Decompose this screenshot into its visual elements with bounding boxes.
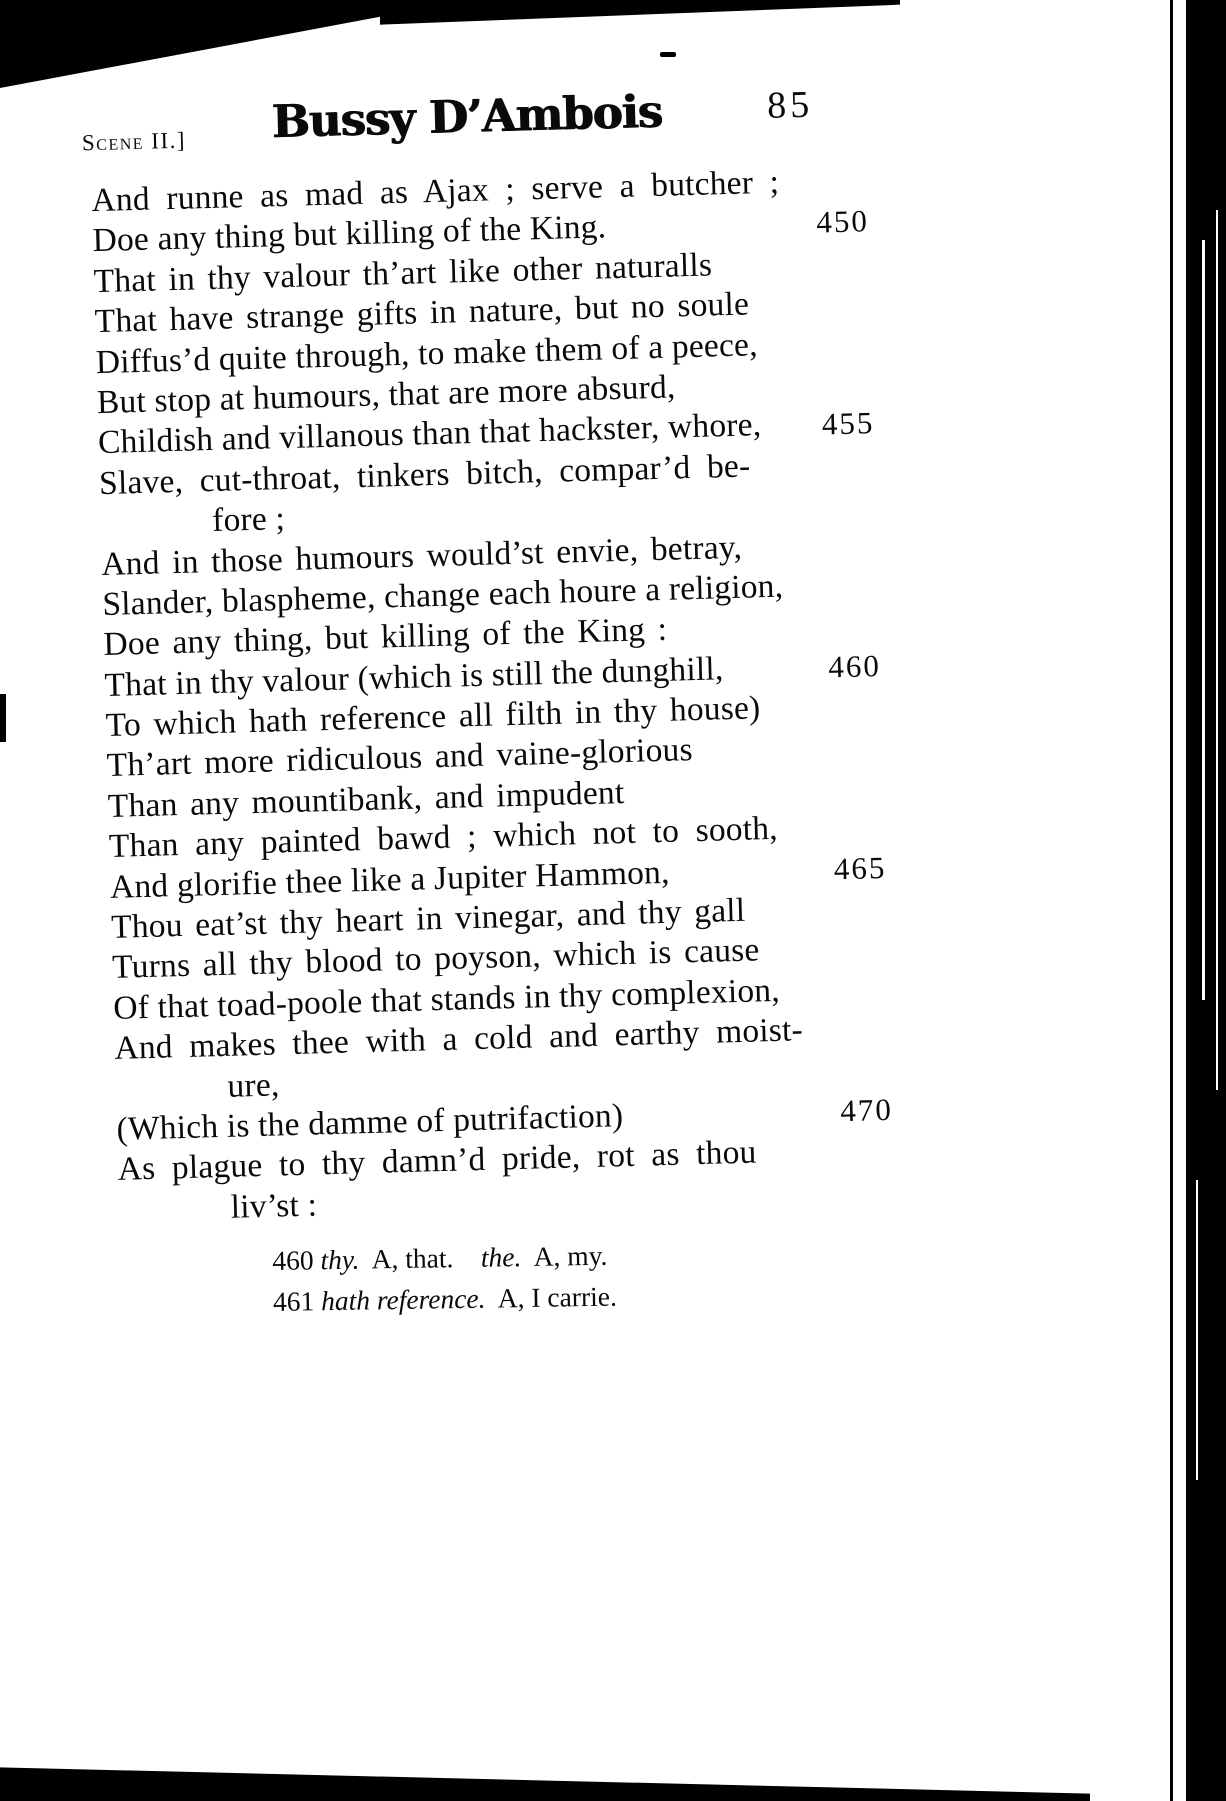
verse-line-text: liv’st :: [230, 1186, 318, 1226]
footnote-lemma: the.: [480, 1241, 522, 1273]
verse-line-text: To which hath reference all filth in thy house): [105, 689, 761, 745]
verse-line-text: Thou eat’st thy heart in vinegar, and thy gall: [110, 891, 746, 946]
verse-line-text: Childish and villanous than that hackster, whore,: [97, 406, 762, 462]
verse-line-text: Slave, cut-throat, tinkers bitch, compar’d be-: [98, 447, 751, 502]
verse-line-text: That in thy valour th’art like other naturalls: [93, 246, 713, 300]
scene-label: Scene II.]: [81, 127, 187, 156]
verse-block: [91, 159, 939, 1231]
line-number: 460: [827, 647, 882, 685]
verse-line-text: That have strange gifts in nature, but no soule: [94, 285, 750, 341]
verse-line-text: And in those humours would’st envie, betray,: [100, 528, 743, 583]
verse-line-text: And makes thee with a cold and earthy moist-: [113, 1011, 804, 1068]
footnotes-block: [272, 1229, 973, 1322]
line-number: 455: [821, 405, 875, 442]
verse-line-text: That in thy valour (which is still the dunghill,: [104, 649, 724, 704]
line-number: 470: [839, 1091, 894, 1129]
verse-line-text: Slander, blaspheme, change each houre a religion,: [101, 567, 784, 623]
page-number: 85: [766, 83, 814, 127]
verse-line-text: But stop at humours, that are more absurd,: [96, 368, 676, 422]
verse-line-text: Turns all thy blood to poyson, which is cause: [111, 931, 760, 987]
verse-line-text: Diffus’d quite through, to make them of a peece,: [95, 325, 759, 381]
line-number: 465: [833, 849, 887, 886]
verse-line-text: ure,: [226, 1066, 280, 1105]
verse-line-text: Of that toad-poole that stands in thy complexion,: [112, 971, 781, 1027]
verse-line-text: Doe any thing but killing of the King.: [92, 208, 607, 260]
verse-line-text: As plague to thy damn’d pride, rot as thou: [117, 1133, 757, 1189]
footnote-text: A, my.: [521, 1239, 608, 1273]
verse-line-text: (Which is the damme of putrifaction): [116, 1097, 624, 1148]
verse-line-text: Than any painted bawd ; which not to sooth,: [108, 810, 779, 866]
footnote-lemma: hath reference.: [320, 1282, 486, 1317]
verse-line-text: Doe any thing, but killing of the King :: [103, 611, 668, 664]
footnote-text: A, that.: [359, 1241, 482, 1275]
scan-edge-bottom: [0, 1760, 1090, 1801]
verse-line-text: And glorifie thee like a Jupiter Hammon,: [109, 853, 671, 906]
footnote-text: 461: [272, 1285, 322, 1317]
footnote-lemma: thy.: [320, 1243, 360, 1276]
verse-line-text: Than any mountibank, and impudent: [107, 773, 625, 825]
verse-line-text: fore ;: [211, 500, 286, 540]
footnote-text: A, I carrie.: [485, 1280, 618, 1314]
line-number: 450: [815, 203, 870, 240]
verse-line-text: Th’art more ridiculous and vaine-glorious: [106, 731, 694, 785]
footnote-text: 460: [272, 1244, 321, 1276]
verse-line-text: And runne as mad as Ajax ; serve a butcher ;: [90, 163, 780, 220]
page-title: Bussy D’Ambois: [270, 84, 663, 149]
